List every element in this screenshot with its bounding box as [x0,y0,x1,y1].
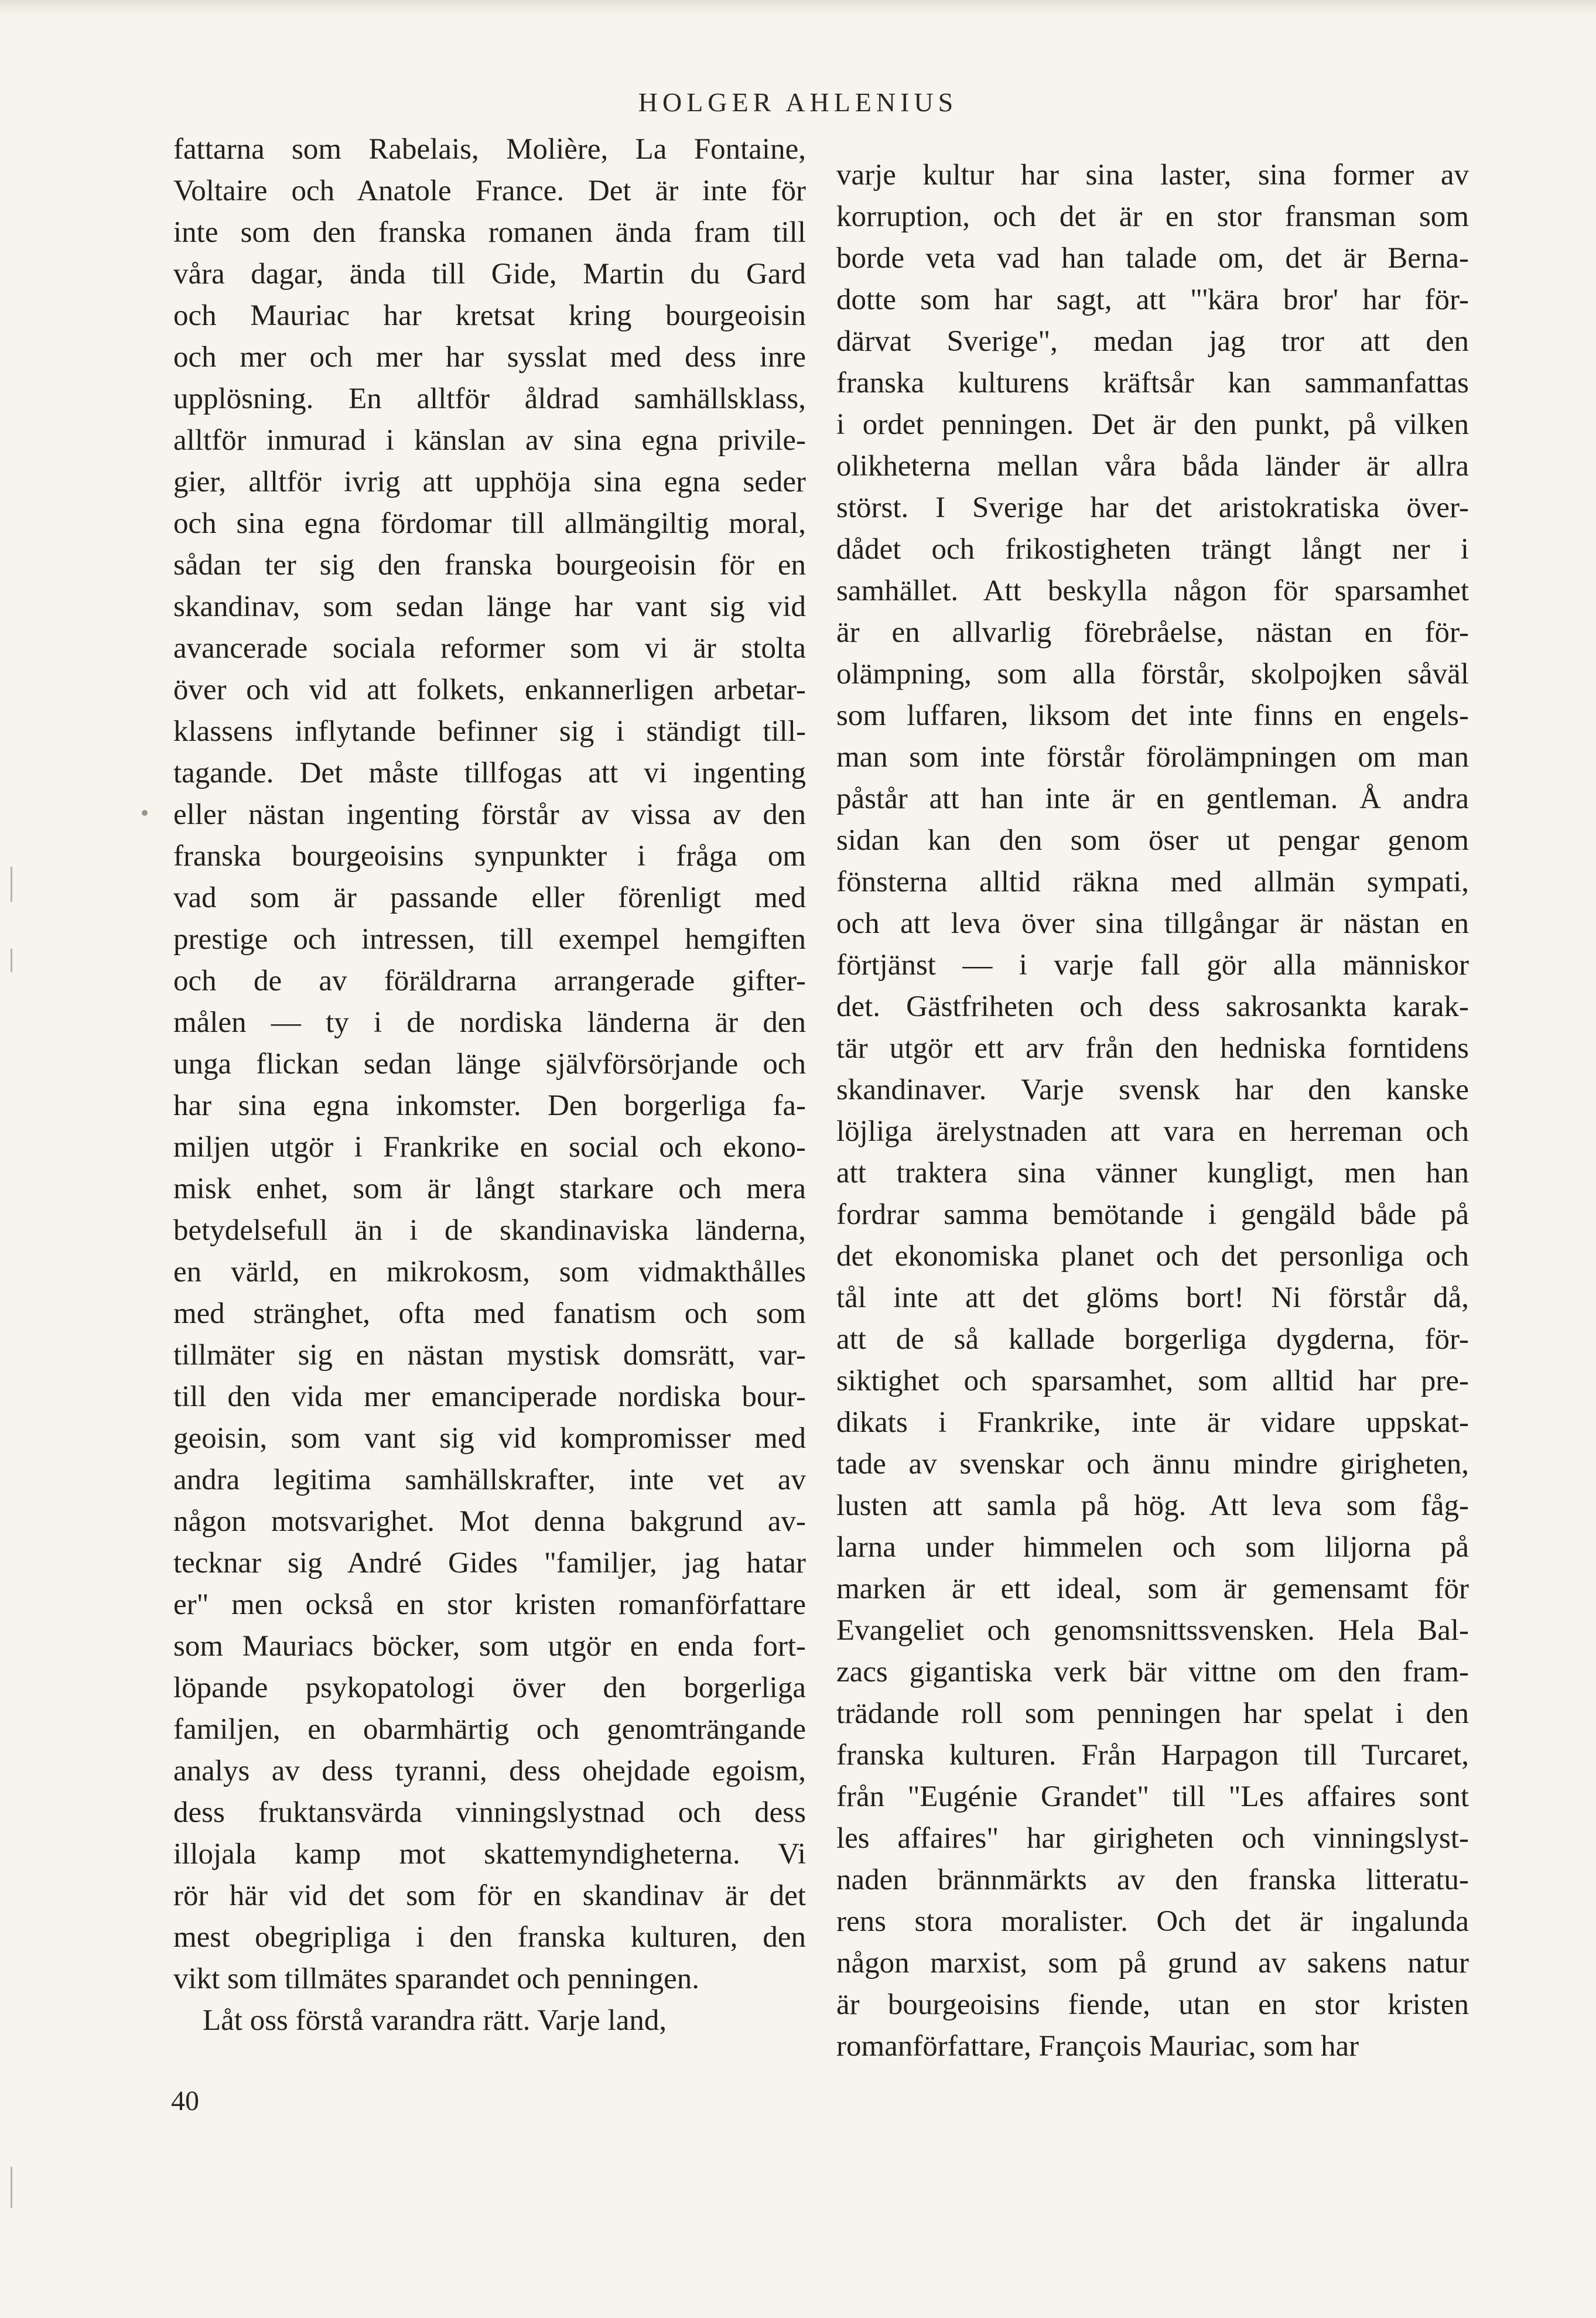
text-line: lusten att samla på hög. Att leva som fåg- [836,1489,1469,1522]
text-line: i ordet penningen. Det är den punkt, på vilken [836,408,1469,441]
text-line: alltför inmurad i känslan av sina egna privile- [173,424,806,457]
text-line: en värld, en mikrokosm, som vidmakthålles [173,1256,806,1288]
text-line: förtjänst — i varje fall gör alla människor [836,949,1469,982]
text-line: skandinaver. Varje svensk har den kanske [836,1073,1469,1106]
text-line: fattarna som Rabelais, Molière, La Fontaine, [173,133,806,166]
text-line: vikt som tillmätes sparandet och penningen. [173,1963,699,1995]
left-text-column [173,129,806,2042]
text-line: det. Gästfriheten och dess sakrosankta karak- [836,990,1469,1023]
text-line: skandinav, som sedan länge har vant sig vid [173,590,806,623]
text-line: påstår att han inte är en gentleman. Å andra [836,782,1469,815]
text-line: och att leva över sina tillgångar är nästan en [836,907,1469,940]
text-line: eller nästan ingenting förstår av vissa av den [173,798,806,831]
running-head: HOLGER AHLENIUS [638,87,958,117]
text-line: tade av svenskar och ännu mindre girigheten, [836,1448,1469,1481]
text-line: det ekonomiska planet och det personliga och [836,1240,1469,1273]
text-line: andra legitima samhällskrafter, inte vet av [173,1464,806,1496]
text-line: inte som den franska romanen ända fram till [173,216,806,249]
margin-mark [11,867,12,902]
text-line: marken är ett ideal, som är gemensamt för [836,1572,1469,1605]
text-line: därvat Sverige", medan jag tror att den [836,325,1469,358]
text-line: larna under himmelen och som liljorna på [836,1531,1469,1564]
text-line: tillmäter sig en nästan mystisk domsrätt, var- [173,1339,806,1372]
text-line: korruption, och det är en stor fransman som [836,200,1469,233]
text-line: som luffaren, liksom det inte finns en engels- [836,699,1469,732]
text-line: rens stora moralister. Och det är ingalunda [836,1905,1469,1938]
text-line: tagande. Det måste tillfogas att vi ingenting [173,757,806,789]
text-line: olämpning, som alla förstår, skolpojken såväl [836,658,1469,690]
text-line: tecknar sig André Gides "familjer, jag hatar [173,1547,806,1579]
text-line: dess fruktansvärda vinningslystnad och dess [173,1796,806,1829]
text-line: naden brännmärkts av den franska litteratu- [836,1864,1469,1896]
text-line: tål inte att det glöms bort! Ni förstår då, [836,1281,1469,1314]
text-line: avancerade sociala reformer som vi är stolta [173,632,806,665]
text-line: franska kulturens kräftsår kan sammanfattas [836,367,1469,399]
text-line: prestige och intressen, till exempel hemgiften [173,923,806,956]
text-line: målen — ty i de nordiska länderna är den [173,1006,806,1039]
margin-mark [142,810,148,816]
text-line: över och vid att folkets, enkannerligen arbetar- [173,673,806,706]
text-line: till den vida mer emanciperade nordiska bour- [173,1380,806,1413]
text-line: romanförfattare, François Mauriac, som har [836,2030,1359,2063]
text-line: analys av dess tyranni, dess ohejdade egoism, [173,1755,806,1787]
text-line: löjliga ärelystnaden att vara en herreman och [836,1115,1469,1148]
text-line: att traktera sina vänner kungligt, men han [836,1157,1469,1189]
text-line: någon motsvarighet. Mot denna bakgrund av- [173,1505,806,1538]
text-line: att de så kallade borgerliga dygderna, för- [836,1323,1469,1356]
text-line: störst. I Sverige har det aristokratiska över- [836,491,1469,524]
text-line: dikats i Frankrike, inte är vidare uppskat- [836,1406,1469,1439]
text-line: med stränghet, ofta med fanatism och som [173,1297,806,1330]
text-line: franska bourgeoisins synpunkter i fråga om [173,840,806,873]
text-line: våra dagar, ända till Gide, Martin du Gard [173,258,806,290]
text-line: Voltaire och Anatole France. Det är inte för [173,175,806,207]
text-line: dotte som har sagt, att "'kära bror' har för- [836,283,1469,316]
text-line: är en allvarlig förebråelse, nästan en för- [836,616,1469,649]
text-line: gier, alltför ivrig att upphöja sina egna seder [173,466,806,498]
text-line: någon marxist, som på grund av sakens natur [836,1947,1469,1979]
text-line: olikheterna mellan våra båda länder är allra [836,450,1469,483]
text-line: som Mauriacs böcker, som utgör en enda fort- [173,1630,806,1663]
text-line: samhället. Att beskylla någon för sparsamhet [836,575,1469,607]
text-line: misk enhet, som är långt starkare och mera [173,1172,806,1205]
text-line: zacs gigantiska verk bär vittne om den fram- [836,1656,1469,1688]
right-text-column [836,155,1469,2067]
text-line: löpande psykopatologi över den borgerliga [173,1671,806,1704]
text-line: sådan ter sig den franska bourgeoisin för en [173,549,806,582]
text-line: Evangeliet och genomsnittssvensken. Hela Bal- [836,1614,1469,1647]
text-line: och Mauriac har kretsat kring bourgeoisin [173,299,806,332]
text-line: er" men också en stor kristen romanförfattare [173,1588,806,1621]
text-line: unga flickan sedan länge självförsörjande och [173,1048,806,1081]
margin-mark [11,2167,12,2208]
text-line: rör här vid det som för en skandinav är det [173,1879,806,1912]
text-line: man som inte förstår förolämpningen om man [836,741,1469,774]
text-line: Låt oss förstå varandra rätt. Varje land, [203,2004,667,2037]
text-line: trädande roll som penningen har spelat i den [836,1697,1469,1730]
text-line: miljen utgör i Frankrike en social och ekono- [173,1131,806,1164]
text-line: är bourgeoisins fiende, utan en stor kristen [836,1988,1469,2021]
text-line: upplösning. En alltför åldrad samhällsklass, [173,382,806,415]
text-line: siktighet och sparsamhet, som alltid har pre- [836,1365,1469,1397]
text-line: fordrar samma bemötande i gengäld både på [836,1198,1469,1231]
text-line: vad som är passande eller förenligt med [173,881,806,914]
text-line: och de av föräldrarna arrangerade gifter- [173,965,806,997]
text-line: betydelsefull än i de skandinaviska länderna, [173,1214,806,1247]
text-line: mest obegripliga i den franska kulturen, den [173,1921,806,1954]
text-line: har sina egna inkomster. Den borgerliga fa- [173,1089,806,1122]
text-line: från "Eugénie Grandet" till "Les affaires sont [836,1780,1469,1813]
text-line: dådet och frikostigheten trängt långt ner i [836,533,1469,566]
text-line: fönsterna alltid räkna med allmän sympati, [836,866,1469,898]
text-line: familjen, en obarmhärtig och genomträngande [173,1713,806,1746]
text-line: och sina egna fördomar till allmängiltig moral, [173,507,806,540]
text-line: tär utgör ett arv från den hedniska forntidens [836,1032,1469,1065]
text-line: les affaires" har girigheten och vinningslyst- [836,1822,1469,1855]
page-top-edge [0,0,1596,14]
margin-mark [11,949,12,972]
page-number: 40 [171,2085,199,2117]
text-line: klassens inflytande befinner sig i ständigt till- [173,715,806,748]
text-line: geoisin, som vant sig vid kompromisser med [173,1422,806,1455]
text-line: illojala kamp mot skattemyndigheterna. Vi [173,1838,806,1871]
text-line: borde veta vad han talade om, det är Berna- [836,242,1469,275]
text-line: varje kultur har sina laster, sina former av [836,159,1469,192]
text-line: sidan kan den som öser ut pengar genom [836,824,1469,857]
text-line: och mer och mer har sysslat med dess inre [173,341,806,374]
text-line: franska kulturen. Från Harpagon till Turcaret, [836,1739,1469,1772]
